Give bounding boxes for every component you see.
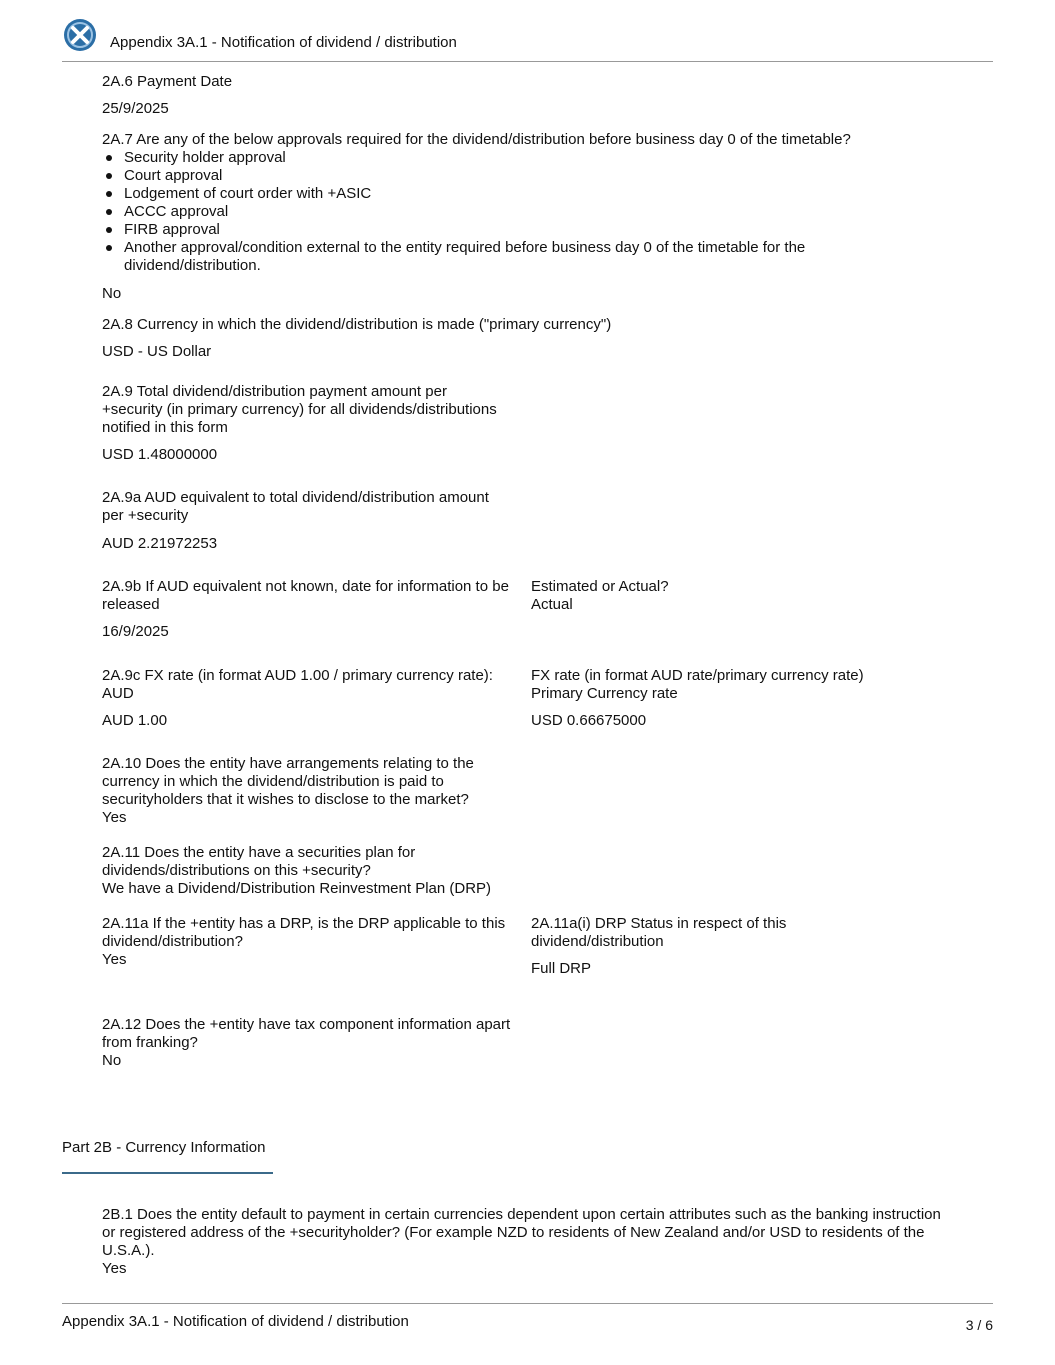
q2a9b-estimated-answer: Actual (531, 596, 573, 613)
list-item: ACCC approval (102, 203, 902, 221)
q2a11a-label: 2A.11a If the +entity has a DRP, is the DRP applicable to this dividend/distribution? (102, 915, 506, 950)
q2a9c-primary-rate-label: FX rate (in format AUD rate/primary currency rate) Primary Currency rate (531, 667, 864, 702)
list-item: Court approval (102, 167, 902, 185)
q2a12-label: 2A.12 Does the +entity have tax component information apart from franking? (102, 1016, 511, 1051)
list-item: Another approval/condition external to the entity required before business day 0 of the timetable for the dividend/distribution. (102, 239, 902, 275)
q2a9b-answer: 16/9/2025 (102, 623, 169, 640)
q2a11ai-label: 2A.11a(i) DRP Status in respect of this dividend/distribution (531, 915, 787, 950)
footer-divider (62, 1303, 993, 1304)
q2a6-answer: 25/9/2025 (102, 100, 169, 117)
q2a7-label: 2A.7 Are any of the below approvals required for the dividend/distribution before business day 0 of the timetable? (102, 131, 851, 148)
page-number: 3 / 6 (965, 1317, 993, 1333)
list-item: Security holder approval (102, 149, 902, 167)
q2b1-answer: Yes (102, 1260, 127, 1277)
q2a11-label: 2A.11 Does the entity have a securities plan for dividends/distributions on this +security? (102, 844, 416, 879)
q2a7-approval-list (102, 149, 902, 275)
q2a9c-label: 2A.9c FX rate (in format AUD 1.00 / primary currency rate): AUD (102, 667, 493, 702)
q2a9c-primary-rate-answer: USD 0.66675000 (531, 712, 647, 729)
q2b1-label: 2B.1 Does the entity default to payment in certain currencies dependent upon certain attributes such as the banking instruction or registered address of the +securityholder? (For example NZD to residents of New Zealand and/or USD to residents of the U.S.A.). (102, 1206, 941, 1259)
q2a8-label: 2A.8 Currency in which the dividend/distribution is made ("primary currency") (102, 316, 612, 333)
q2a12-answer: No (102, 1052, 122, 1069)
footer-title: Appendix 3A.1 - Notification of dividend / distribution (62, 1313, 409, 1330)
q2a11-answer: We have a Dividend/Distribution Reinvestment Plan (DRP) (102, 880, 492, 897)
q2a11a-answer: Yes (102, 951, 127, 968)
q2a11ai-answer: Full DRP (531, 960, 592, 977)
section-2b-underline (62, 1172, 273, 1174)
q2a6-label: 2A.6 Payment Date (102, 73, 233, 90)
header-title: Appendix 3A.1 - Notification of dividend / distribution (110, 34, 457, 51)
q2a9b-estimated-label: Estimated or Actual? (531, 578, 669, 595)
q2a9c-answer: AUD 1.00 (102, 712, 168, 729)
q2a10-label: 2A.10 Does the entity have arrangements relating to the currency in which the dividend/distribution is paid to securityholders that it wishes to disclose to the market? (102, 755, 474, 808)
list-item: Lodgement of court order with +ASIC (102, 185, 902, 203)
q2a9a-answer: AUD 2.21972253 (102, 535, 218, 552)
q2a9a-label: 2A.9a AUD equivalent to total dividend/distribution amount per +security (102, 489, 489, 524)
q2a9b-label: 2A.9b If AUD equivalent not known, date for information to be released (102, 578, 509, 613)
q2a9-answer: USD 1.48000000 (102, 446, 218, 463)
q2a7-answer: No (102, 285, 122, 302)
q2a8-answer: USD - US Dollar (102, 343, 212, 360)
section-2b-title: Part 2B - Currency Information (62, 1139, 266, 1156)
q2a10-answer: Yes (102, 809, 127, 826)
q2a9-label: 2A.9 Total dividend/distribution payment amount per +security (in primary currency) for all dividends/distributions notified in this form (102, 383, 497, 436)
asx-logo-icon (63, 18, 97, 52)
header-divider (62, 61, 993, 62)
list-item: FIRB approval (102, 221, 902, 239)
